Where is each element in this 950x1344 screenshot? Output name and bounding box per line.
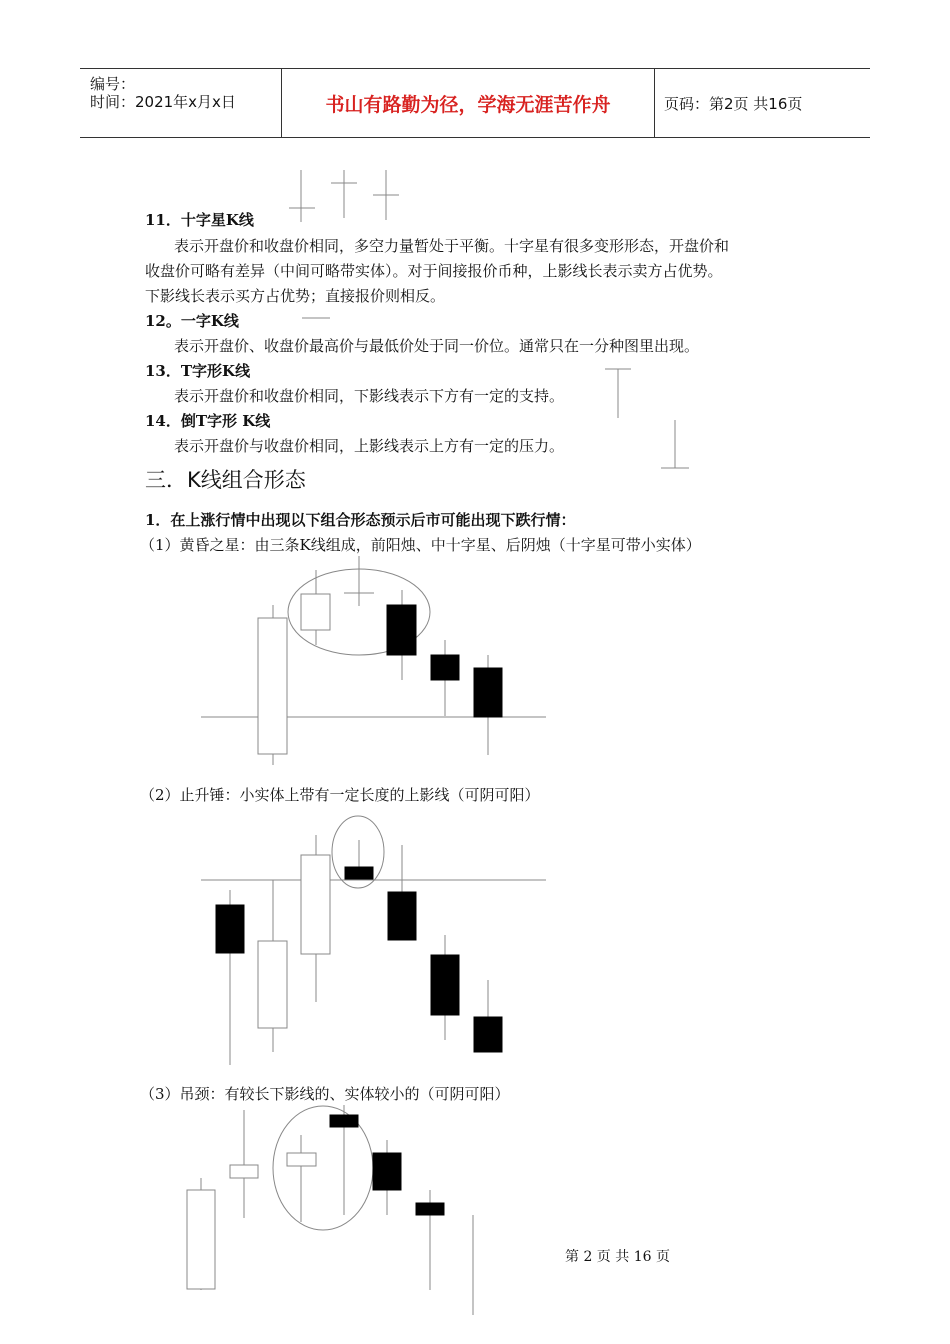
doji-variants — [289, 170, 399, 222]
shooting-star-diagram — [201, 816, 546, 1065]
evening-star-diagram — [201, 556, 546, 765]
number-label: 编号： — [90, 75, 136, 93]
pattern-3-caption: （3）吊颈：有较长下影线的、实体较小的（可阴可阳） — [140, 1085, 510, 1103]
heading-13: 13．T字形K线 — [145, 362, 251, 380]
heading-14: 14．倒T字形 K线 — [145, 412, 271, 430]
text-14: 表示开盘价与收盘价相同，上影线表示上方有一定的压力。 — [174, 437, 565, 455]
text-13: 表示开盘价和收盘价相同，下影线表示下方有一定的支持。 — [174, 387, 565, 405]
header-motto: 书山有路勤为径，学海无涯苦作舟 — [282, 69, 655, 137]
heading-12: 12。一字K线 — [145, 312, 239, 330]
text-11-line3: 下影线长表示买方占优势；直接报价则相反。 — [145, 287, 446, 305]
t-shape-k — [605, 369, 631, 418]
header-page-code: 页码：第2页 共16页 — [664, 94, 803, 113]
hanging-man-diagram — [187, 1105, 473, 1315]
inverted-t-k — [661, 420, 689, 468]
time-label: 时间：2021年x月x日 — [90, 93, 236, 111]
pattern-1-caption: （1）黄昏之星：由三条K线组成，前阳烛、中十字星、后阴烛（十字星可带小实体） — [140, 536, 701, 554]
text-11-line1: 表示开盘价和收盘价相同，多空力量暂处于平衡。十字星有很多变形形态，开盘价和 — [174, 237, 730, 255]
sub1-heading: 1．在上涨行情中出现以下组合形态预示后市可能出现下跌行情： — [145, 511, 576, 529]
text-11-line2: 收盘价可略有差异（中间可略带实体）。对于间接报价币种，上影线长表示卖方占优势。 — [145, 262, 723, 280]
pattern-2-caption: （2）止升锤：小实体上带有一定长度的上影线（可阴可阳） — [140, 786, 540, 804]
heading-11: 11．十字星K线 — [145, 211, 254, 229]
text-12: 表示开盘价、收盘价最高价与最低价处于同一价位。通常只在一分种图里出现。 — [174, 337, 700, 355]
page-footer: 第 2 页 共 16 页 — [565, 1249, 670, 1265]
part3-heading: 三．K线组合形态 — [145, 468, 306, 492]
